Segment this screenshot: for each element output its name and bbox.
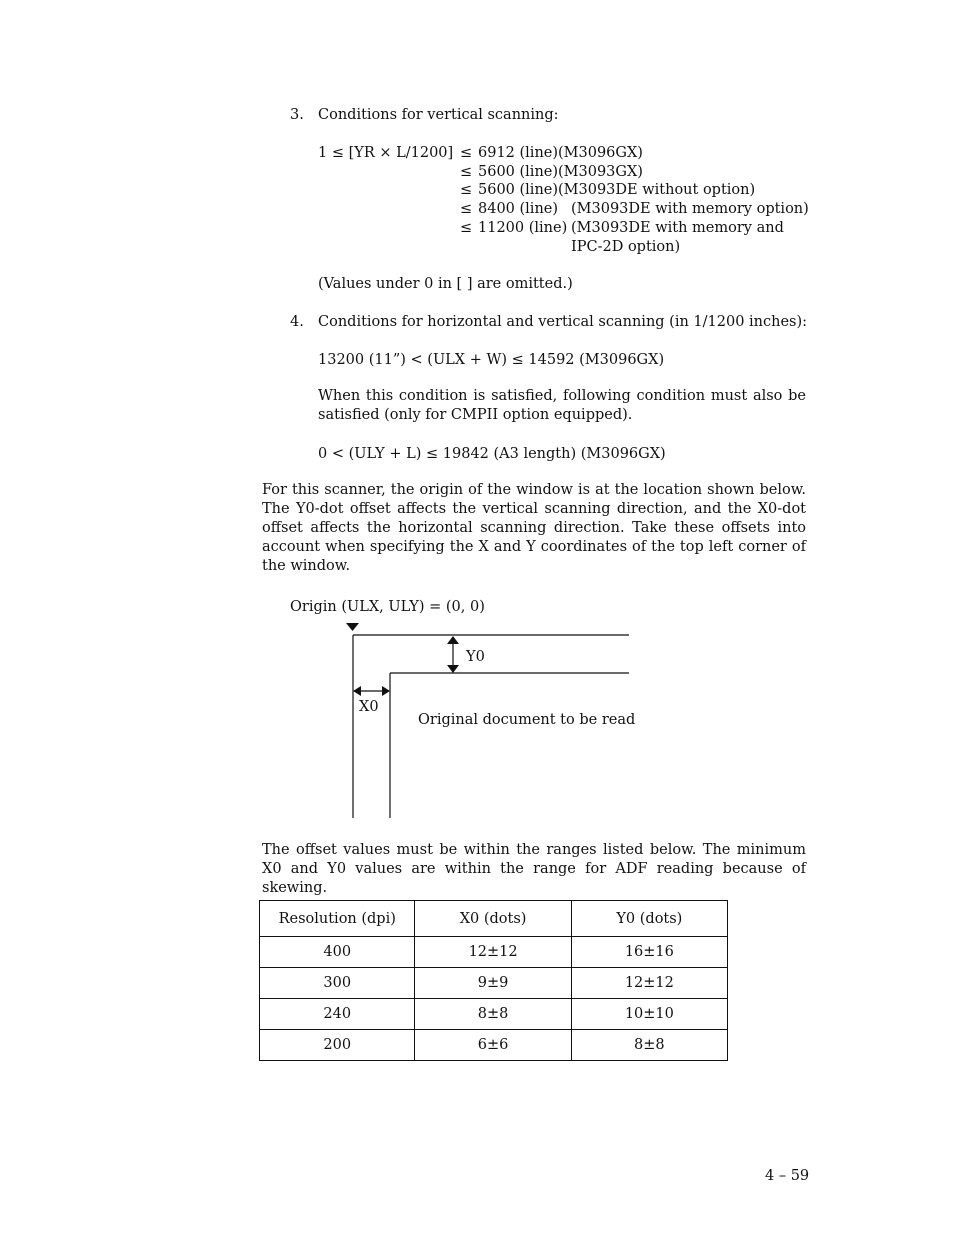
cell-resolution: 400	[260, 937, 415, 968]
arrow-down-icon	[447, 665, 459, 673]
page-number: 4 – 59	[765, 1168, 810, 1184]
section3-heading: Conditions for vertical scanning:	[318, 107, 559, 123]
condition-value: 5600 (line)	[478, 164, 559, 180]
condition-value: 8400 (line)	[478, 201, 559, 217]
condition-note: (M3093GX)	[558, 164, 643, 180]
condition-note: (M3093DE with memory and	[571, 220, 784, 236]
condition-rel: ≤	[460, 145, 473, 161]
omitted-note: (Values under 0 in [ ] are omitted.)	[318, 276, 573, 292]
arrow-left-icon	[353, 686, 361, 696]
condition-rel: ≤	[460, 201, 473, 217]
table-header-row	[260, 901, 728, 937]
condition-value: 11200 (line)	[478, 220, 568, 236]
cell-x0: 9±9	[415, 968, 571, 999]
arrow-right-icon	[382, 686, 390, 696]
condition-value: 5600 (line)	[478, 182, 559, 198]
arrow-up-icon	[447, 636, 459, 644]
section3-formula-lhs: 1 ≤ [YR × L/1200]	[318, 145, 454, 161]
condition-value: 6912 (line)	[478, 145, 559, 161]
cell-y0: 12±12	[571, 968, 727, 999]
document-label: Original document to be read	[418, 712, 636, 728]
offset-table	[259, 900, 728, 1061]
cell-y0: 10±10	[571, 999, 727, 1030]
condition-rel: ≤	[460, 164, 473, 180]
offset-paragraph: The offset values must be within the ranges listed below. The minimum X0 and Y0 values are within the range for ADF reading because of skewing.	[262, 842, 806, 896]
table-row	[260, 1030, 728, 1061]
condition-note: (M3096GX)	[558, 145, 643, 161]
condition-rel: ≤	[460, 220, 473, 236]
section4-heading: Conditions for horizontal and vertical scanning (in 1/1200 inches):	[318, 314, 808, 330]
origin-marker-icon	[346, 623, 359, 631]
origin-label: Origin (ULX, ULY) = (0, 0)	[290, 599, 485, 615]
cell-x0: 12±12	[415, 937, 571, 968]
header-resolution: Resolution (dpi)	[260, 901, 415, 937]
section4-paragraph: When this condition is satisfied, following condition must also be satisfied (only for CMPII option equipped).	[318, 388, 806, 423]
table-row	[260, 968, 728, 999]
condition-note: (M3093DE without option)	[558, 182, 756, 198]
cell-x0: 6±6	[415, 1030, 571, 1061]
cell-y0: 16±16	[571, 937, 727, 968]
cell-x0: 8±8	[415, 999, 571, 1030]
section4-formula2: 0 < (ULY + L) ≤ 19842 (A3 length) (M3096GX)	[318, 446, 666, 462]
condition-note-continued: IPC-2D option)	[571, 239, 681, 255]
section4-number: 4.	[290, 314, 304, 330]
header-y0: Y0 (dots)	[571, 901, 727, 937]
cell-resolution: 200	[260, 1030, 415, 1061]
table-row	[260, 999, 728, 1030]
y0-label: Y0	[466, 649, 485, 665]
cell-y0: 8±8	[571, 1030, 727, 1061]
cell-resolution: 300	[260, 968, 415, 999]
x0-label: X0	[359, 699, 379, 715]
origin-paragraph: For this scanner, the origin of the window is at the location shown below. The Y0-dot offset affects the vertical scanning direction, and the X0-dot offset affects the horizontal scanning direction. Take these offsets into account when specifying the X and Y coordinates of the top left corner of the window.	[262, 482, 806, 574]
section3-number: 3.	[290, 107, 304, 123]
cell-resolution: 240	[260, 999, 415, 1030]
section4-formula1: 13200 (11”) < (ULX + W) ≤ 14592 (M3096GX)	[318, 352, 665, 368]
condition-rel: ≤	[460, 182, 473, 198]
table-row	[260, 937, 728, 968]
condition-note: (M3093DE with memory option)	[571, 201, 809, 217]
header-x0: X0 (dots)	[415, 901, 571, 937]
